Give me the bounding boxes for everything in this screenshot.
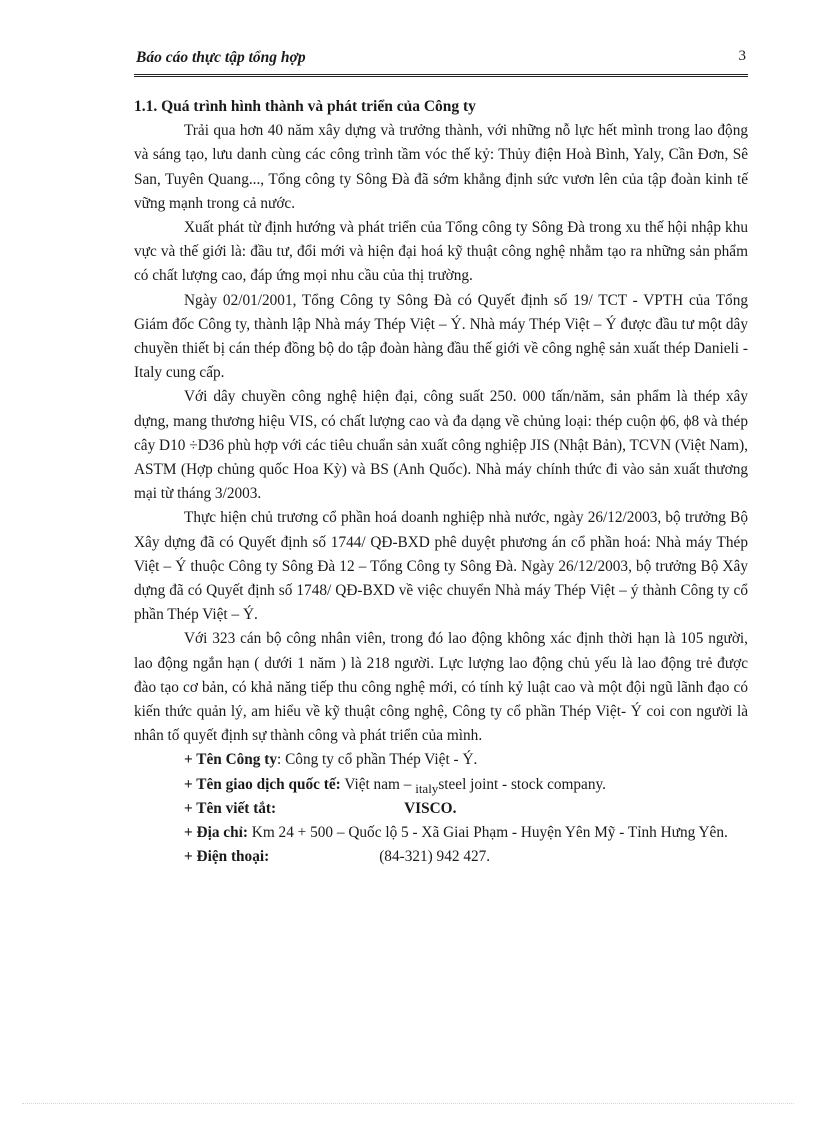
page-header [134, 48, 748, 77]
trade-name-value-1: Việt nam – [344, 775, 412, 793]
header-title: Báo cáo thực tập tổng hợp [136, 49, 306, 66]
address-label: + Địa chỉ: [184, 824, 248, 842]
abbreviation-value: VISCO. [404, 799, 457, 817]
abbreviation-label: + Tên viết tắt: [184, 799, 277, 817]
paragraph: Với dây chuyền công nghệ hiện đại, công suất 250. 000 tấn/năm, sản phẩm là thép xây dựng, mang thương hiệu VIS, có chất lượng cao và đa dạng về chủng loại: thép cuộn ϕ6, ϕ8 và thép cây D10 ÷D36 phù hợp với các tiêu chuẩn sản xuất công nghiệp JIS (Nhật Bản), TCVN (Việt Nam), ASTM (Hợp chủng quốc Hoa Kỳ) và BS (Anh Quốc). Nhà máy chính thức đi vào sản xuất thương mại từ tháng 3/2003. [134, 388, 748, 503]
footer-divider [22, 1103, 794, 1104]
section-heading: 1.1. Quá trình hình thành và phát triển của Công ty [134, 98, 476, 115]
company-name-label: + Tên Công ty [184, 751, 278, 769]
company-name-line [134, 748, 748, 772]
phone-label: + Điện thoại: [184, 848, 270, 866]
phone-line [134, 845, 748, 869]
phone-value: (84-321) 942 427. [379, 848, 491, 866]
paragraph: Thực hiện chủ trương cổ phần hoá doanh nghiệp nhà nước, ngày 26/12/2003, bộ trưởng Bộ Xây dựng đã có Quyết định số 1744/ QĐ-BXD phê duyệt phương án cổ phần hoá: Nhà máy Thép Việt – Ý thuộc Công ty Sông Đà 12 – Tổng Công ty Sông Đà. Ngày 26/12/2003, bộ trưởng Bộ Xây dựng đã có Quyết định số 1748/ QĐ-BXD về việc chuyển Nhà máy Thép Việt – ý thành Công ty cổ phần Thép Việt – Ý. [134, 509, 748, 624]
page-content [134, 95, 748, 870]
trade-name-value-3: steel joint - stock company. [438, 775, 606, 793]
trade-name-line [134, 773, 748, 797]
address-line [134, 821, 748, 845]
trade-name-label: + Tên giao dịch quốc tế: [184, 775, 341, 793]
address-value: Km 24 + 500 – Quốc lộ 5 - Xã Giai Phạm - Huyện Yên Mỹ - Tỉnh Hưng Yên. [251, 824, 728, 842]
abbreviation-line [134, 797, 748, 821]
paragraph: Xuất phát từ định hướng và phát triển của Tổng công ty Sông Đà trong xu thế hội nhập khu vực và thế giới là: đầu tư, đổi mới và hiện đại hoá kỹ thuật công nghệ nhằm tạo ra những sản phẩm có chất lượng cao, đáp ứng mọi nhu cầu của thị trường. [134, 219, 748, 285]
paragraph: Trải qua hơn 40 năm xây dựng và trưởng thành, với những nỗ lực hết mình trong lao động và sáng tạo, lưu danh cùng các công trình tầm vóc thế kỷ: Thủy điện Hoà Bình, Yaly, Cần Đơn, Sê San, Tuyên Quang..., Tổng công ty Sông Đà đã sớm khẳng định sức vươn lên của tập đoàn kinh tế vững mạnh trong cả nước. [134, 122, 748, 212]
trade-name-value-2: italy [415, 780, 439, 796]
company-name-value: : Công ty cổ phần Thép Việt - Ý. [277, 751, 478, 769]
page-number: 3 [738, 48, 746, 64]
paragraph: Ngày 02/01/2001, Tổng Công ty Sông Đà có Quyết định số 19/ TCT - VPTH của Tổng Giám đốc Công ty, thành lập Nhà máy Thép Việt – Ý. Nhà máy Thép Việt – Ý được đầu tư một dây chuyền thiết bị cán thép đồng bộ do tập đoàn hàng đầu thế giới về công nghệ sản xuất thép Danieli - Italy cung cấp. [134, 291, 748, 382]
paragraph: Với 323 cán bộ công nhân viên, trong đó lao động không xác định thời hạn là 105 người, lao động ngắn hạn ( dưới 1 năm ) là 218 người. Lực lượng lao động chủ yếu là lao động trẻ được đào tạo cơ bản, có khả năng tiếp thu công nghệ mới, có tính kỷ luật cao và một đội ngũ lãnh đạo có kiến thức quản lý, am hiểu về kỹ thuật công nghệ, Công ty cổ phần Thép Việt- Ý coi con người là nhân tố quyết định sự thành công và phát triển của mình. [134, 630, 748, 745]
